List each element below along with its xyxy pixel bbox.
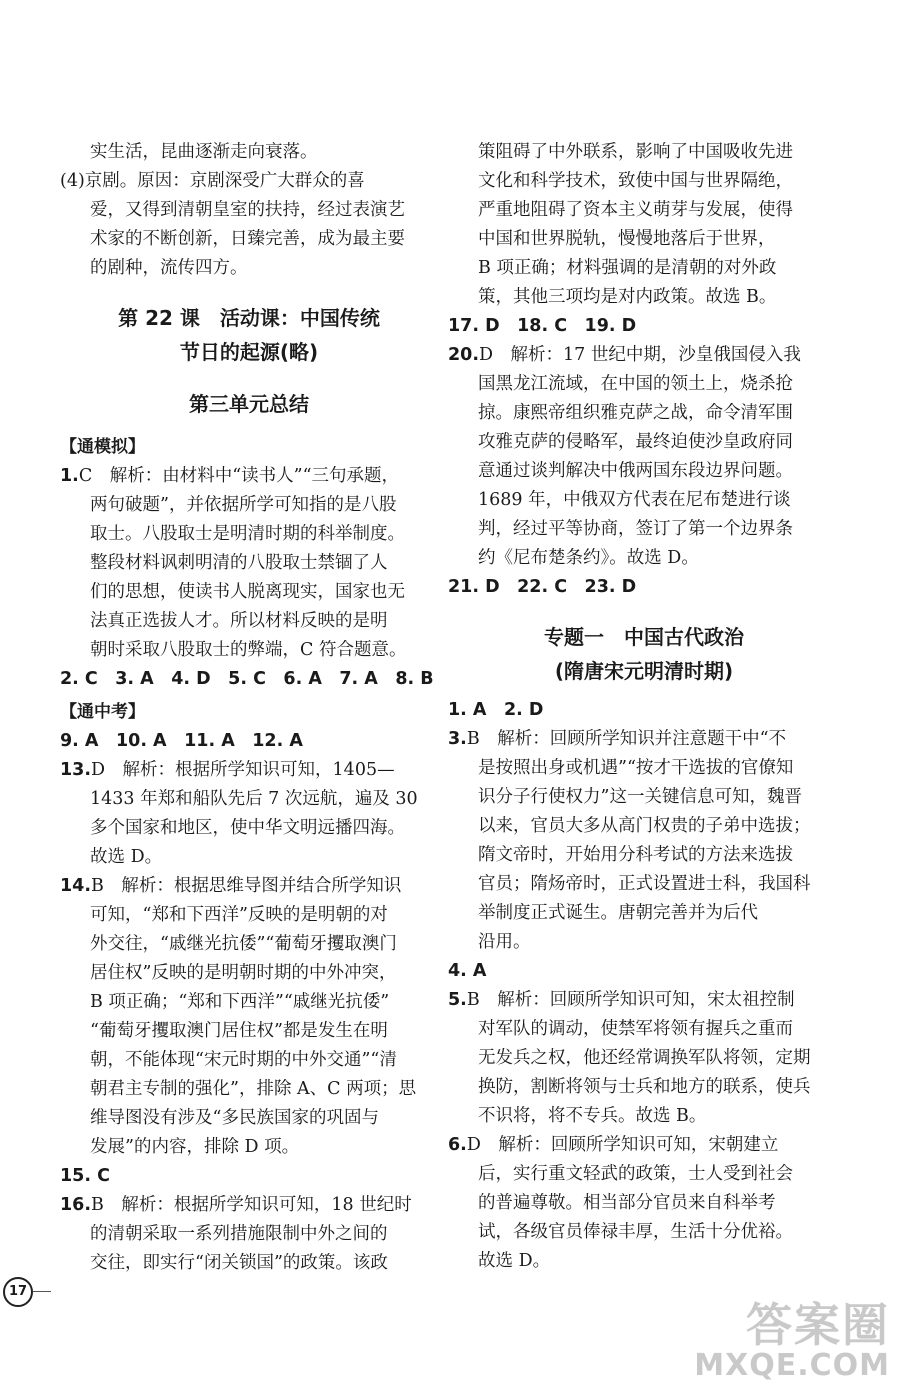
answer-line: 举制度正式诞生。唐朝完善并为后代 xyxy=(478,903,758,923)
question-number: 5. xyxy=(448,990,467,1010)
answer-line: 的清朝采取一系列措施限制中外之间的 xyxy=(90,1224,388,1244)
unit-title: 第三单元总结 xyxy=(189,392,309,416)
answer-line: B 解析：根据思维导图并结合所学知识 xyxy=(91,876,402,896)
question-3 xyxy=(448,725,840,957)
answer-line: 1689 年，中俄双方代表在尼布楚进行谈 xyxy=(478,490,791,510)
answer-row: 17. D 18. C 19. D xyxy=(448,316,637,336)
question-number: 3. xyxy=(448,729,467,749)
answer-line: 隋文帝时，开始用分科考试的方法来选拔 xyxy=(478,845,793,865)
answer-line: 朝时采取八股取士的弊端，C 符合题意。 xyxy=(90,640,407,660)
answer-line: 朝君主专制的强化”，排除 A、C 两项；思 xyxy=(90,1079,417,1099)
left-column xyxy=(60,138,438,1278)
answer-line: 法真正选拔人才。所以材料反映的是明 xyxy=(90,611,388,631)
answer-line: 1433 年郑和船队先后 7 次远航，遍及 30 xyxy=(90,789,418,809)
question-number: 14. xyxy=(60,876,92,896)
page-number-rule xyxy=(33,1291,51,1292)
question-13 xyxy=(60,756,438,872)
answer-row: 21. D 22. C 23. D xyxy=(448,577,637,597)
section-label: 【通中考】 xyxy=(60,702,145,722)
question-5 xyxy=(448,986,840,1131)
watermark-logo-text: 答案圈 xyxy=(746,1298,890,1352)
answer-line: 故选 D。 xyxy=(90,847,163,867)
answer-line: 策，其他三项均是对内政策。故选 B。 xyxy=(478,287,777,307)
answer-line: B 解析：根据所学知识可知，18 世纪时 xyxy=(91,1195,412,1215)
answer-line: 严重地阻碍了资本主义萌芽与发展，使得 xyxy=(478,200,793,220)
lesson-title: 节日的起源(略) xyxy=(179,340,319,364)
answer-line: 对军队的调动，使禁军将领有握兵之重而 xyxy=(478,1019,793,1039)
answer-line: 是按照出身或机遇”“按才干选拔的官僚知 xyxy=(478,758,794,778)
answer-line: 意通过谈判解决中俄两国东段边界问题。 xyxy=(478,461,793,481)
answer-line: 取士。八股取士是明清时期的科举制度。 xyxy=(90,524,405,544)
answer-line: D 解析：根据所学知识可知，1405— xyxy=(91,760,395,780)
answer-line: B 解析：回顾所学知识并注意题干中“不 xyxy=(466,729,787,749)
answer-line: 居住权”反映的是明朝时期的中外冲突， xyxy=(90,963,397,983)
continued-text: 的剧种，流传四方。 xyxy=(90,258,248,278)
question-20 xyxy=(448,341,840,573)
question-number: 20. xyxy=(448,345,480,365)
answer-line: 以来，官员大多从高门权贵的子弟中选拔； xyxy=(478,816,811,836)
answer-row: 4. A xyxy=(448,961,487,981)
answer-line: 沿用。 xyxy=(478,932,531,952)
answer-line: 无发兵之权，他还经常调换军队将领，定期 xyxy=(478,1048,811,1068)
lesson-title: 第 22 课 活动课：中国传统 xyxy=(118,306,380,330)
answer-line: D 解析：回顾所学知识可知，宋朝建立 xyxy=(466,1135,779,1155)
question-14 xyxy=(60,872,438,1162)
answer-line: 文化和科学技术，致使中国与世界隔绝， xyxy=(478,171,793,191)
answer-row: 2. C 3. A 4. D 5. C 6. A 7. A 8. B xyxy=(60,669,434,689)
answer-line: 交往，即实行“闭关锁国”的政策。该政 xyxy=(90,1253,388,1273)
question-16-continued xyxy=(448,138,840,312)
answer-line: 识分子行使权力”这一关键信息可知，魏晋 xyxy=(478,787,802,807)
answer-row: 15. C xyxy=(60,1166,110,1186)
section-label: 【通模拟】 xyxy=(60,437,145,457)
watermark-url: MXQE.COM xyxy=(694,1348,890,1383)
answer-line: 多个国家和地区，使中华文明远播四海。 xyxy=(90,818,405,838)
answer-line: 试，各级官员俸禄丰厚，生活十分优裕。 xyxy=(478,1222,793,1242)
answer-line: 的普遍尊敬。相当部分官员来自科举考 xyxy=(478,1193,776,1213)
question-number: 13. xyxy=(60,760,92,780)
answer-line: 攻雅克萨的侵略军，最终迫使沙皇政府同 xyxy=(478,432,793,452)
answer-line: 不识将，将不专兵。故选 B。 xyxy=(478,1106,707,1126)
answer-line: “葡萄牙攫取澳门居住权”都是发生在明 xyxy=(90,1021,388,1041)
answer-line: 维导图没有涉及“多民族国家的巩固与 xyxy=(90,1108,379,1128)
answer-line: 可知，“郑和下西洋”反映的是明朝的对 xyxy=(90,905,388,925)
answer-line: 换防，割断将领与士兵和地方的联系，使兵 xyxy=(478,1077,811,1097)
answer-line: C 解析：由材料中“读书人”“三句承题， xyxy=(78,466,400,486)
question-16 xyxy=(60,1191,438,1278)
answer-line: 约《尼布楚条约》。故选 D。 xyxy=(478,548,699,568)
answer-line: B 项正确；材料强调的是清朝的对外政 xyxy=(478,258,777,278)
answer-line: 中国和世界脱轨，慢慢地落后于世界， xyxy=(478,229,776,249)
answer-line: 掠。康熙帝组织雅克萨之战，命令清军围 xyxy=(478,403,793,423)
watermark xyxy=(694,1300,890,1382)
answer-line: 发展”的内容，排除 D 项。 xyxy=(90,1137,300,1157)
question-6 xyxy=(448,1131,840,1276)
answer-line: 策阻碍了中外联系，影响了中国吸收先进 xyxy=(478,142,793,162)
continued-text: 爱，又得到清朝皇室的扶持，经过表演艺 xyxy=(90,200,405,220)
answer-line: D 解析：17 世纪中期，沙皇俄国侵入我 xyxy=(479,345,801,365)
answer-line: B 解析：回顾所学知识可知，宋太祖控制 xyxy=(466,990,795,1010)
continued-text: (4)京剧。原因：京剧深受广大群众的喜 xyxy=(60,171,365,191)
page-number: 17 xyxy=(3,1277,33,1307)
answer-line: 判，经过平等协商，签订了第一个边界条 xyxy=(478,519,793,539)
right-column xyxy=(448,138,840,1276)
continued-text: 术家的不断创新，日臻完善，成为最主要 xyxy=(90,229,405,249)
answer-line: 国黑龙江流域，在中国的领土上，烧杀抢 xyxy=(478,374,793,394)
answer-line: 后，实行重文轻武的政策，士人受到社会 xyxy=(478,1164,793,1184)
question-number: 1. xyxy=(60,466,79,486)
question-1 xyxy=(60,462,438,665)
answer-line: 们的思想，使读书人脱离现实，国家也无 xyxy=(90,582,405,602)
answer-row: 9. A 10. A 11. A 12. A xyxy=(60,731,303,751)
topic-title: 专题一 中国古代政治 xyxy=(544,625,744,649)
question-number: 16. xyxy=(60,1195,92,1215)
answer-line: 官员；隋炀帝时，正式设置进士科，我国科 xyxy=(478,874,811,894)
answer-line: B 项正确；“郑和下西洋”“戚继光抗倭” xyxy=(90,992,390,1012)
continued-text: 实生活，昆曲逐渐走向衰落。 xyxy=(90,142,318,162)
answer-line: 外交往，“戚继光抗倭”“葡萄牙攫取澳门 xyxy=(90,934,397,954)
answer-row: 1. A 2. D xyxy=(448,700,544,720)
answer-line: 两句破题”，并依据所学可知指的是八股 xyxy=(90,495,397,515)
answer-line: 故选 D。 xyxy=(478,1251,551,1271)
answer-line: 朝，不能体现“宋元时期的中外交通”“清 xyxy=(90,1050,397,1070)
answer-line: 整段材料讽刺明清的八股取士禁锢了人 xyxy=(90,553,388,573)
question-number: 6. xyxy=(448,1135,467,1155)
topic-subtitle: (隋唐宋元明清时期) xyxy=(554,659,734,683)
